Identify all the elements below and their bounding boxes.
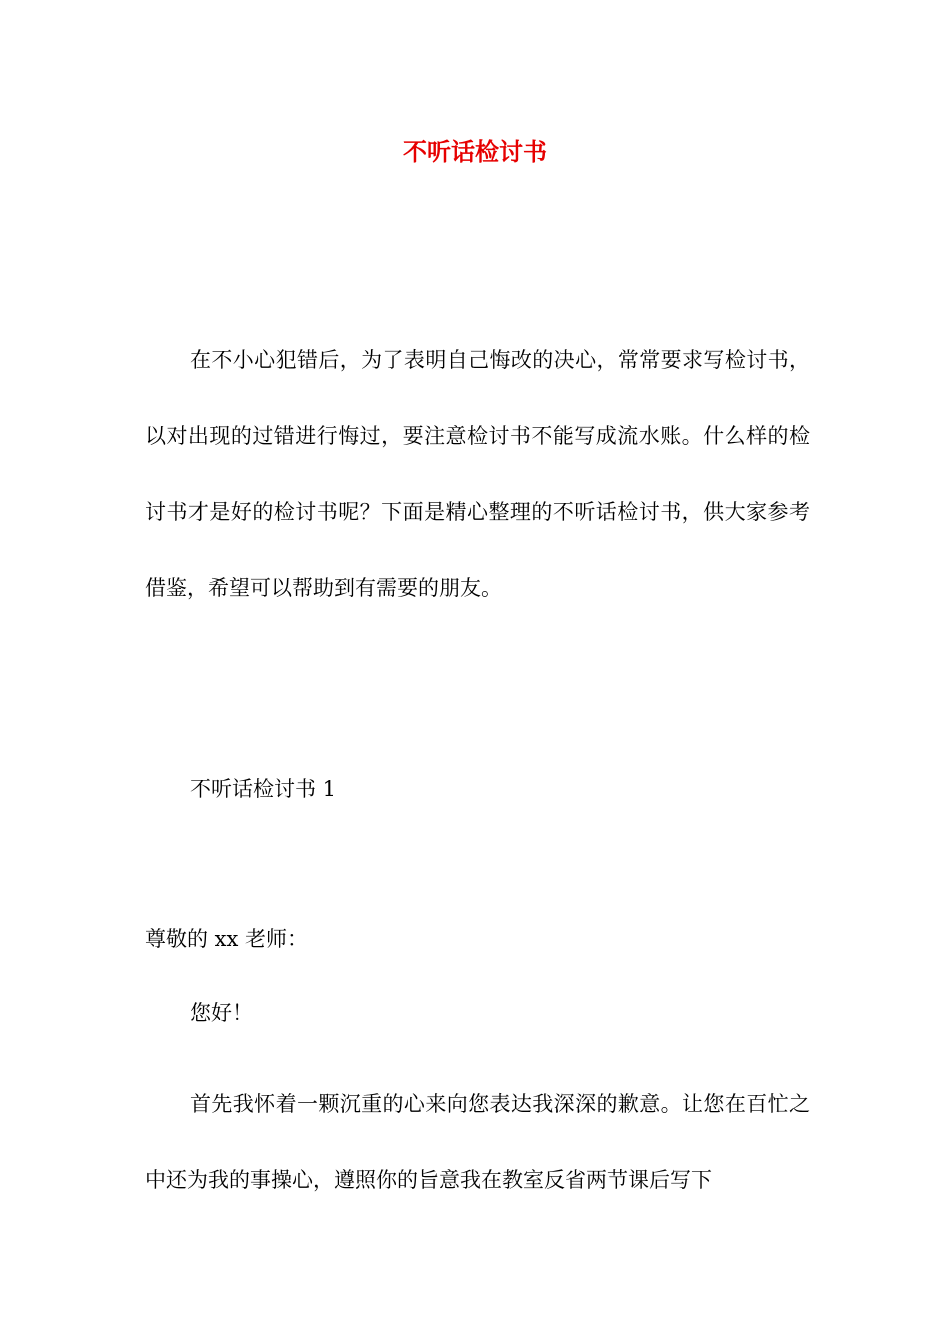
document-title: 不听话检讨书	[403, 137, 547, 166]
greeting: 您好！	[190, 1001, 253, 1025]
intro-paragraph: 在不小心犯错后，为了表明自己悔改的决心，常常要求写检讨书，以对出现的过错进行悔过，要注意检讨书不能写成流水账。什么样的检讨书才是好的检讨书呢？下面是精心整理的不听话检讨书，供大家参考借鉴，希望可以帮助到有需要的朋友。	[145, 348, 810, 600]
section-heading: 不听话检讨书 1	[190, 777, 337, 801]
body-paragraph: 首先我怀着一颗沉重的心来向您表达我深深的歉意。让您在百忙之中还为我的事操心，遵照你的旨意我在教室反省两节课后写下	[145, 1092, 810, 1192]
salutation: 尊敬的 xx 老师：	[145, 927, 309, 951]
